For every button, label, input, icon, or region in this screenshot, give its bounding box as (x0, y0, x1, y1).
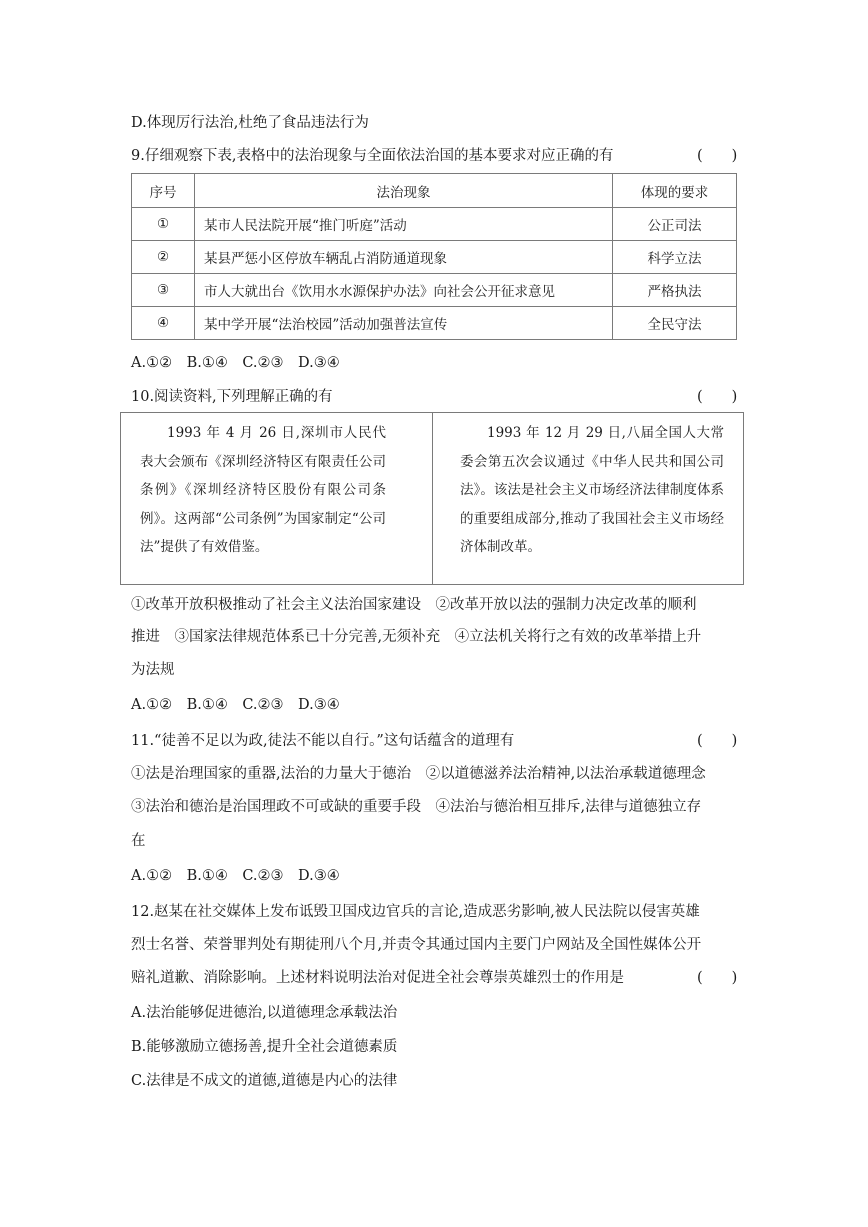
q12-stem-line2: 烈士名誉、荣誉罪判处有期徒刑八个月,并责令其通过国内主要门户网站及全国性媒体公开 (131, 937, 702, 953)
q8-option-d: D.体现厉行法治,杜绝了食品违法行为 (131, 115, 369, 131)
q9-stem: 9.仔细观察下表,表格中的法治现象与全面依法治国的基本要求对应正确的有 (131, 148, 614, 164)
q9-answer-bracket: ( ) (697, 148, 738, 164)
table-row (132, 208, 737, 241)
table-row (132, 274, 737, 307)
row-number: ② (132, 241, 195, 274)
row-phenomenon: 市人大就出台《饮用水水源保护办法》向社会公开征求意见 (195, 274, 613, 307)
row-number: ④ (132, 307, 195, 340)
material-divider (432, 412, 433, 585)
row-phenomenon: 某中学开展“法治校园”活动加强普法宣传 (195, 307, 613, 340)
q10-statements-line3: 为法规 (131, 662, 175, 678)
material-left-text: 1993 年 4 月 26 日,深圳市人民代表大会颁布《深圳经济特区有限责任公司条例》《深圳经济特区股份有限公司条例》。这两部“公司条例”为国家制定“公司法”提供了有效借鉴。 (140, 425, 386, 555)
row-number: ③ (132, 274, 195, 307)
q9-options: A.①② B.①④ C.②③ D.③④ (131, 355, 340, 371)
q12-option-c: C.法律是不成文的道德,道德是内心的法律 (131, 1073, 398, 1089)
q11-statements-line2: ③法治和德治是治国理政不可或缺的重要手段 ④法治与德治相互排斥,法律与道德独立存 (131, 799, 702, 815)
q12-answer-bracket: ( ) (697, 970, 738, 986)
q11-answer-bracket: ( ) (697, 733, 738, 749)
header-phenomenon: 法治现象 (195, 174, 613, 208)
row-phenomenon: 某县严惩小区停放车辆乱占消防通道现象 (195, 241, 613, 274)
q11-statements-line1: ①法是治理国家的重器,法治的力量大于德治 ②以道德滋养法治精神,以法治承载道德理念 (131, 766, 706, 782)
header-number: 序号 (132, 174, 195, 208)
row-requirement: 科学立法 (613, 241, 737, 274)
q10-options: A.①② B.①④ C.②③ D.③④ (131, 697, 340, 713)
row-requirement: 全民守法 (613, 307, 737, 340)
row-phenomenon: 某市人民法院开展“推门听庭”活动 (195, 208, 613, 241)
material-right-text: 1993 年 12 月 29 日,八届全国人大常委会第五次会议通过《中华人民共和国公司法》。该法是社会主义市场经济法律制度体系的重要组成部分,推动了我国社会主义市场经济体制改革。 (460, 425, 724, 555)
table-row (132, 241, 737, 274)
q11-options: A.①② B.①④ C.②③ D.③④ (131, 868, 340, 884)
q9-table (131, 173, 737, 340)
row-number: ① (132, 208, 195, 241)
table-header-row (132, 174, 737, 208)
q12-option-b: B.能够激励立德扬善,提升全社会道德素质 (131, 1039, 398, 1055)
material-right (446, 413, 738, 583)
q12-option-a: A.法治能够促进德治,以道德理念承载法治 (131, 1005, 398, 1021)
row-requirement: 公正司法 (613, 208, 737, 241)
q11-statements-line3: 在 (131, 833, 146, 849)
q12-stem-line1: 12.赵某在社交媒体上发布诋毁卫国戍边官兵的言论,造成恶劣影响,被人民法院以侵害英雄 (131, 904, 700, 920)
row-requirement: 严格执法 (613, 274, 737, 307)
header-requirement: 体现的要求 (613, 174, 737, 208)
material-left (126, 413, 400, 583)
q12-stem-line3: 赔礼道歉、消除影响。上述材料说明法治对促进全社会尊崇英雄烈士的作用是 (131, 970, 624, 986)
q10-stem: 10.阅读资料,下列理解正确的有 (131, 389, 333, 405)
q10-answer-bracket: ( ) (697, 389, 738, 405)
q10-statements-line1: ①改革开放积极推动了社会主义法治国家建设 ②改革开放以法的强制力决定改革的顺利 (131, 597, 697, 613)
q11-stem: 11.“徒善不足以为政,徒法不能以自行。”这句话蕴含的道理有 (131, 733, 515, 749)
table-row (132, 307, 737, 340)
q10-statements-line2: 推进 ③国家法律规范体系已十分完善,无须补充 ④立法机关将行之有效的改革举措上升 (131, 629, 702, 645)
